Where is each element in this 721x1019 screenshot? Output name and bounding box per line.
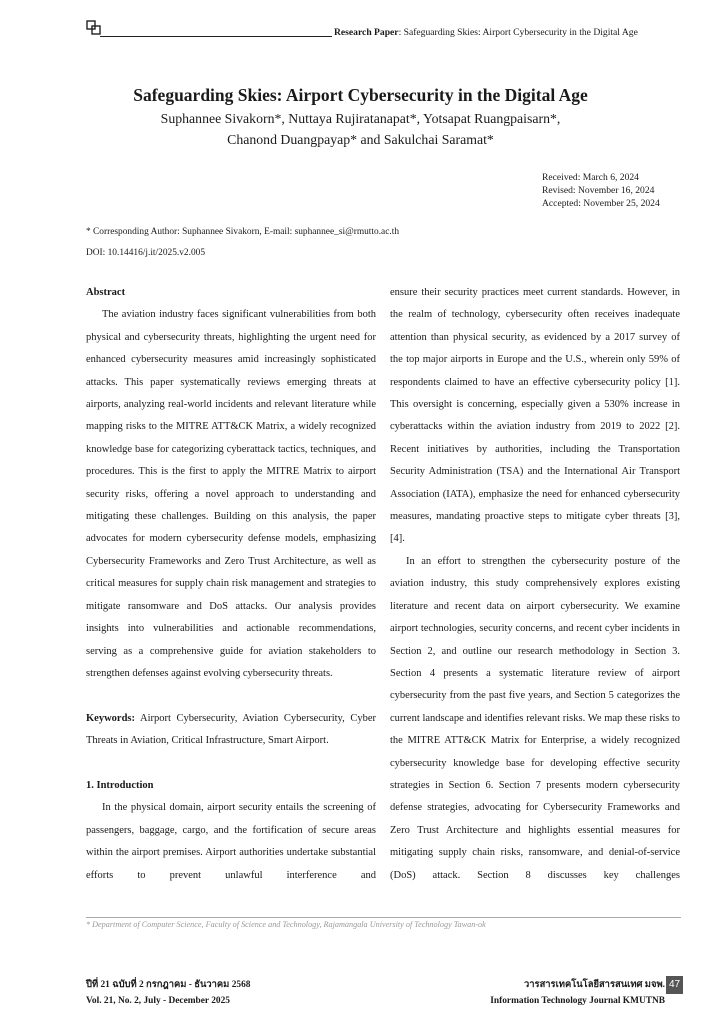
paper-title: Safeguarding Skies: Airport Cybersecurity in the Digital Age (133, 85, 588, 105)
footer-journal (490, 977, 665, 1009)
footer-journal-en: Information Technology Journal KMUTNB (490, 996, 665, 1006)
authors-line-1: Suphannee Sivakorn*, Nuttaya Rujiratanapat*, Yotsapat Ruangpaisarn*, (160, 111, 561, 126)
header-rule (100, 36, 332, 37)
abstract-heading: Abstract (86, 287, 126, 298)
footer-journal-thai: วารสารเทคโนโลยีสารสนเทศ มจพ. (524, 980, 665, 990)
intro-paragraph-2: ensure their security practices meet current standards. However, in the realm of technology, cybersecurity often receives inadequate attention than physical security, as evidenced by a 2017 survey of the top major airports in Europe and the U.S., wherein only 59% of respondents claimed to have an effective cybersecurity policy [1]. This oversight is concerning, especially given a 530% increase in cyberattacks within the aviation industry from 2019 to 2022 [2]. Recent initiatives by authorities, including the Transportation Security Administration (TSA) and the International Air Transport Association (IATA), emphasize the need for enhanced cybersecurity measures, mandating proactive steps to mitigate cyber threats [3], [4]. (390, 287, 680, 545)
received-date: Received: March 6, 2024 (542, 172, 639, 183)
running-header: Research Paper: Safeguarding Skies: Airport Cybersecurity in the Digital Age (334, 27, 638, 38)
footer-volume-en: Vol. 21, No. 2, July - December 2025 (86, 996, 230, 1006)
accepted-date: Accepted: November 25, 2024 (542, 198, 660, 209)
submission-dates (542, 171, 660, 210)
corresponding-author: * Corresponding Author: Suphannee Sivakorn, E-mail: suphannee_si@rmutto.ac.th (86, 227, 400, 237)
footer-volume (86, 977, 250, 1009)
intro-paragraph-1: In the physical domain, airport security entails the screening of passengers, baggage, cargo, and the fortification of secure areas within the airport premises. Airport authorities undertake substantial efforts to prevent unlawful interference and (86, 802, 376, 881)
journal-logo-icon (86, 20, 102, 36)
page-number: 47 (666, 976, 683, 994)
right-column (390, 282, 680, 887)
footer-volume-thai: ปีที่ 21 ฉบับที่ 2 กรกฎาคม - ธันวาคม 2568 (86, 980, 251, 990)
affiliation-footnote: * Department of Computer Science, Faculty of Science and Technology, Rajamangala University of Technology Tawan-ok (86, 920, 486, 929)
revised-date: Revised: November 16, 2024 (542, 185, 655, 196)
introduction-heading: 1. Introduction (86, 779, 154, 791)
doi: DOI: 10.14416/j.it/2025.v2.005 (86, 248, 206, 258)
left-column (86, 282, 376, 887)
footnote-rule (86, 917, 681, 918)
keywords: Keywords: Airport Cybersecurity, Aviation Cybersecurity, Cyber Threats in Aviation, Critical Infrastructure, Smart Airport. (86, 712, 376, 747)
abstract-body: The aviation industry faces significant vulnerabilities from both physical and cybersecurity threats, highlighting the urgent need for enhanced cybersecurity measures amid increasingly sophisticated attacks. This paper systematically reviews emerging threats at airports, analyzing real-world incidents and relevant literature while mapping risks to the MITRE ATT&CK Matrix, a widely recognized knowledge base for categorizing cyberattack tactics, techniques, and procedures. This is the first to apply the MITRE Matrix to airport security risks, offering a novel approach to understanding and mitigating these challenges. Building on this analysis, the paper advocates for modern cybersecurity defense models, emphasizing Cybersecurity Frameworks and Zero Trust Architecture, as well as critical measures for supply chain risk management and strategies to mitigate ransomware and DoS attacks. Our analysis provides insights into vulnerabilities and actionable recommendations, serving as a comprehensive guide for aviation stakeholders to strengthen defenses against evolving cybersecurity threats. (86, 309, 376, 679)
intro-paragraph-3: In an effort to strengthen the cybersecurity posture of the aviation industry, this study comprehensively explores existing literature and recent data on airport cybersecurity. We examine airport technologies, security concerns, and recent cyber incidents in Section 2, and outline our research methodology in Section 3. Section 4 presents a systematic literature review of airport cybersecurity from the past five years, and Section 5 categorizes the current landscape and identifies relevant risks. We map these risks to the MITRE ATT&CK Matrix for Enterprise, a widely recognized cybersecurity knowledge base for developing effective security strategies in Section 6. Section 7 presents modern cybersecurity defense strategies, advocating for Cybersecurity Frameworks and Zero Trust Architecture and highlights essential measures for mitigating supply chain risks, ransomware, and denial-of-service (DoS) attack. Section 8 discusses key challenges (390, 555, 680, 881)
authors-line-2: Chanond Duangpayap* and Sakulchai Saramat* (227, 132, 494, 147)
